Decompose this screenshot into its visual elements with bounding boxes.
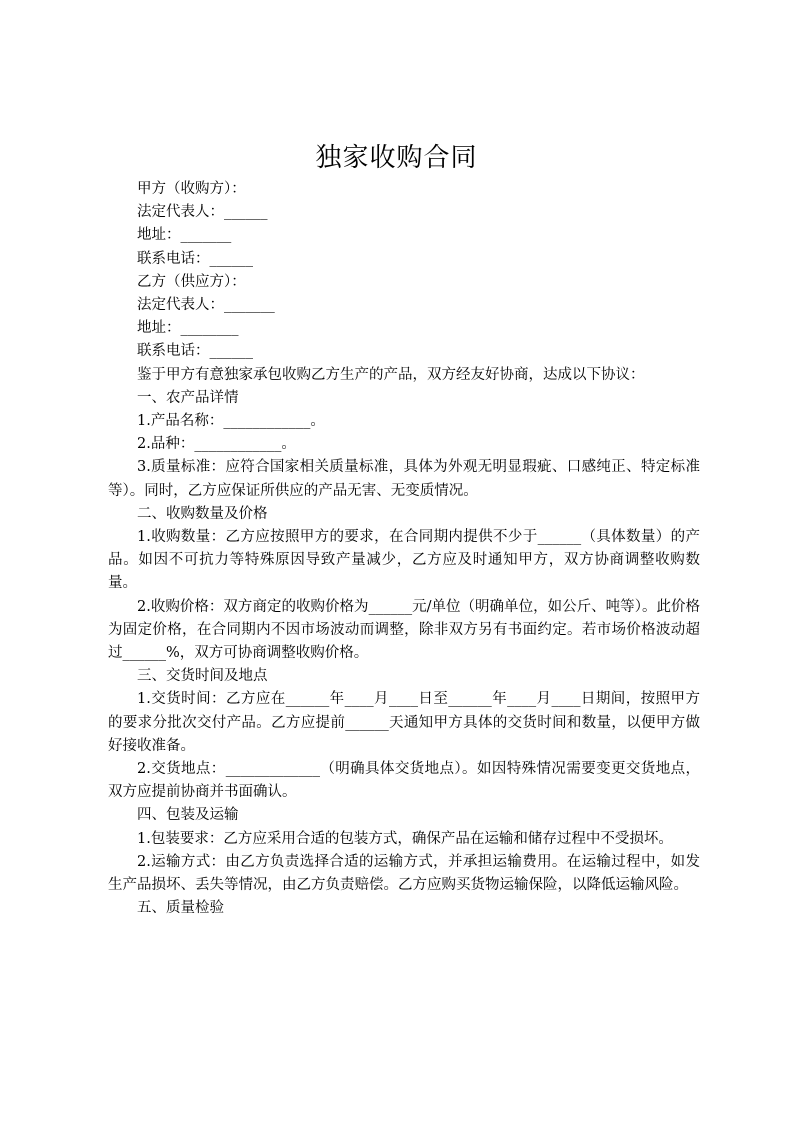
section-heading-packaging-transport: 四、包装及运输 xyxy=(137,807,239,824)
party-b-label: 乙方（供应方）： xyxy=(137,273,246,290)
clause-purchase-quantity: 1.收购数量：乙方应按照甲方的要求，在合同期内提供不少于______（具体数量）的产品。如因不可抗力等特殊原因导致产量减少，乙方应及时通知甲方，双方协商调整收购数量。 xyxy=(108,529,700,592)
party-b-representative: 法定代表人：_______ xyxy=(137,297,275,314)
party-b-phone: 联系电话：______ xyxy=(137,343,253,360)
section-heading-quantity-price: 二、收购数量及价格 xyxy=(137,505,268,522)
page-title: 独家收购合同 xyxy=(315,143,478,173)
party-a-phone: 联系电话：______ xyxy=(137,250,253,267)
party-b-address: 地址：________ xyxy=(137,320,239,337)
section-heading-quality-inspection: 五、质量检验 xyxy=(137,900,224,917)
clause-delivery-time: 1.交货时间：乙方应在______年____月____日至______年____月____日期间，按照甲方的要求分批次交付产品。乙方应提前______天通知甲方具体的交货时间和数量，以便甲方做好接收准备。 xyxy=(108,691,700,754)
clause-delivery-location: 2.交货地点：_____________（明确具体交货地点）。如因特殊情况需要变更交货地点，双方应提前协商并书面确认。 xyxy=(108,761,700,801)
clause-transport: 2.运输方式：由乙方负责选择合适的运输方式，并承担运输费用。在运输过程中，如发生产品损坏、丢失等情况，由乙方负责赔偿。乙方应购买货物运输保险，以降低运输风险。 xyxy=(108,853,700,894)
party-a-address: 地址：_______ xyxy=(137,227,232,244)
party-a-label: 甲方（收购方）： xyxy=(137,181,246,197)
clause-variety: 2.品种：____________。 xyxy=(137,436,296,453)
party-a-representative: 法定代表人：______ xyxy=(137,204,268,221)
clause-packaging: 1.包装要求：乙方应采用合适的包装方式，确保产品在运输和储存过程中不受损坏。 xyxy=(137,830,673,847)
section-heading-product-details: 一、农产品详情 xyxy=(137,389,239,406)
preamble-paragraph: 鉴于甲方有意独家承包收购乙方生产的产品，双方经友好协商，达成以下协议： xyxy=(137,366,645,383)
section-heading-delivery: 三、交货时间及地点 xyxy=(137,668,268,685)
clause-purchase-price: 2.收购价格：双方商定的收购价格为______元/单位（明确单位，如公斤、吨等）。此价格为固定价格，在合同期内不因市场波动而调整，除非双方另有书面约定。若市场价格波动超过______%，双方可协商调整收购价格。 xyxy=(108,598,700,662)
contract-body xyxy=(108,178,700,921)
clause-quality-standard: 3.质量标准：应符合国家相关质量标准，具体为外观无明显瑕疵、口感纯正、特定标准等）。同时，乙方应保证所供应的产品无害、无变质情况。 xyxy=(108,459,700,499)
clause-product-name: 1.产品名称：____________。 xyxy=(137,413,325,430)
